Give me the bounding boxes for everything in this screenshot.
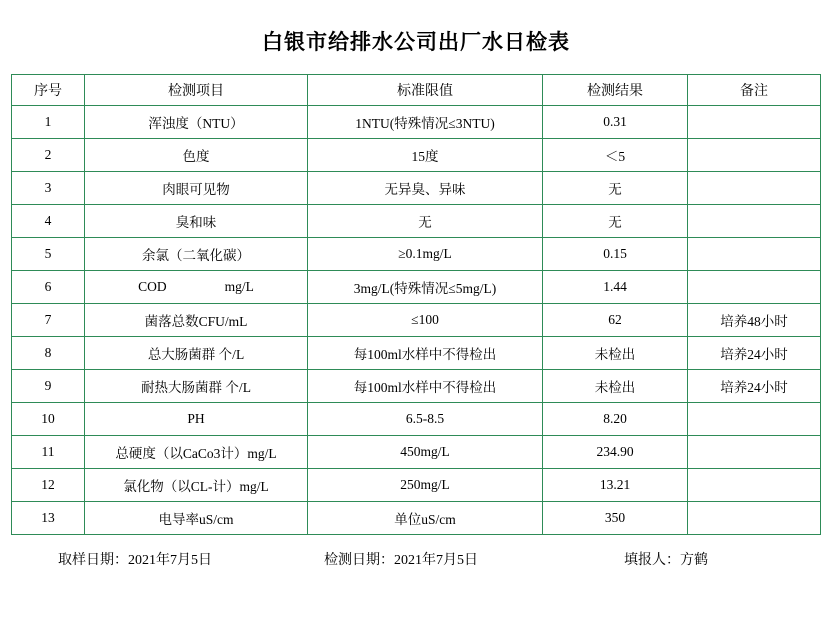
table-row <box>12 238 821 271</box>
cell-result: 0.15 <box>543 238 688 271</box>
table-row <box>12 403 821 436</box>
table-row <box>12 304 821 337</box>
cell-note: 培养48小时 <box>688 304 821 337</box>
cell-no: 9 <box>12 370 85 403</box>
cell-result: 8.20 <box>543 403 688 436</box>
cell-item: 氯化物（以CL-计）mg/L <box>85 469 308 502</box>
cell-item: 总大肠菌群 个/L <box>85 337 308 370</box>
cell-no: 13 <box>12 502 85 535</box>
cell-note <box>688 403 821 436</box>
cell-item-unit: mg/L <box>224 279 254 294</box>
table-row <box>12 502 821 535</box>
cell-item-content <box>87 279 305 295</box>
cell-item: 肉眼可见物 <box>85 172 308 205</box>
header-cell-no: 序号 <box>12 75 85 106</box>
cell-result: 13.21 <box>543 469 688 502</box>
cell-result: 无 <box>543 172 688 205</box>
table-body <box>12 106 821 535</box>
table-row <box>12 271 821 304</box>
header-cell-note: 备注 <box>688 75 821 106</box>
cell-note: 培养24小时 <box>688 337 821 370</box>
testing-date: 检测日期：2021年7月5日 <box>324 553 478 568</box>
cell-no: 5 <box>12 238 85 271</box>
sampling-date: 取样日期：2021年7月5日 <box>58 553 212 568</box>
cell-std: 250mg/L <box>308 469 543 502</box>
cell-result: 0.31 <box>543 106 688 139</box>
cell-note <box>688 205 821 238</box>
filled-by: 填报人：方鹤 <box>624 553 708 568</box>
cell-note <box>688 106 821 139</box>
cell-note <box>688 469 821 502</box>
cell-std: ≥0.1mg/L <box>308 238 543 271</box>
cell-no: 8 <box>12 337 85 370</box>
cell-std: 无 <box>308 205 543 238</box>
cell-result: 无 <box>543 205 688 238</box>
cell-std: 每100ml水样中不得检出 <box>308 370 543 403</box>
cell-item: 浑浊度（NTU） <box>85 106 308 139</box>
cell-item: PH <box>85 403 308 436</box>
header-cell-item: 检测项目 <box>85 75 308 106</box>
cell-no: 4 <box>12 205 85 238</box>
table-row <box>12 469 821 502</box>
cell-std: 3mg/L(特殊情况≤5mg/L) <box>308 271 543 304</box>
table-header-row <box>12 75 821 106</box>
table-row <box>12 205 821 238</box>
cell-note: 培养24小时 <box>688 370 821 403</box>
cell-item: 总硬度（以CaCo3计）mg/L <box>85 436 308 469</box>
cell-note <box>688 139 821 172</box>
report-page <box>0 26 832 621</box>
cell-std: 每100ml水样中不得检出 <box>308 337 543 370</box>
cell-result: 未检出 <box>543 337 688 370</box>
table-row <box>12 370 821 403</box>
cell-note <box>688 172 821 205</box>
page-title: 白银市给排水公司出厂水日检表 <box>262 30 570 54</box>
cell-std: 450mg/L <box>308 436 543 469</box>
cell-result: 未检出 <box>543 370 688 403</box>
cell-item: 臭和味 <box>85 205 308 238</box>
cell-item: 电导率uS/cm <box>85 502 308 535</box>
cell-std: 单位uS/cm <box>308 502 543 535</box>
cell-std: 15度 <box>308 139 543 172</box>
cell-item: 余氯（二氧化碳） <box>85 238 308 271</box>
cell-item <box>85 271 308 304</box>
cell-item: 菌落总数CFU/mL <box>85 304 308 337</box>
cell-no: 11 <box>12 436 85 469</box>
cell-no: 2 <box>12 139 85 172</box>
cell-std: 1NTU(特殊情况≤3NTU) <box>308 106 543 139</box>
cell-item: 色度 <box>85 139 308 172</box>
cell-note <box>688 238 821 271</box>
footer <box>24 549 808 569</box>
cell-note <box>688 502 821 535</box>
cell-no: 3 <box>12 172 85 205</box>
water-quality-table <box>11 74 821 535</box>
cell-note <box>688 436 821 469</box>
table-row <box>12 436 821 469</box>
cell-std: ≤100 <box>308 304 543 337</box>
table-row <box>12 106 821 139</box>
cell-no: 6 <box>12 271 85 304</box>
cell-result: 350 <box>543 502 688 535</box>
table-row <box>12 139 821 172</box>
header-cell-result: 检测结果 <box>543 75 688 106</box>
cell-no: 7 <box>12 304 85 337</box>
cell-result: 234.90 <box>543 436 688 469</box>
cell-no: 1 <box>12 106 85 139</box>
header-cell-std: 标准限值 <box>308 75 543 106</box>
cell-result: 1.44 <box>543 271 688 304</box>
table-row <box>12 172 821 205</box>
cell-result: ＜5 <box>543 139 688 172</box>
cell-no: 10 <box>12 403 85 436</box>
table-header <box>12 75 821 106</box>
cell-item: 耐热大肠菌群 个/L <box>85 370 308 403</box>
cell-std: 6.5-8.5 <box>308 403 543 436</box>
cell-std: 无异臭、异味 <box>308 172 543 205</box>
table-row <box>12 337 821 370</box>
cell-result: 62 <box>543 304 688 337</box>
cell-note <box>688 271 821 304</box>
cell-no: 12 <box>12 469 85 502</box>
cell-item-label: COD <box>138 279 167 294</box>
